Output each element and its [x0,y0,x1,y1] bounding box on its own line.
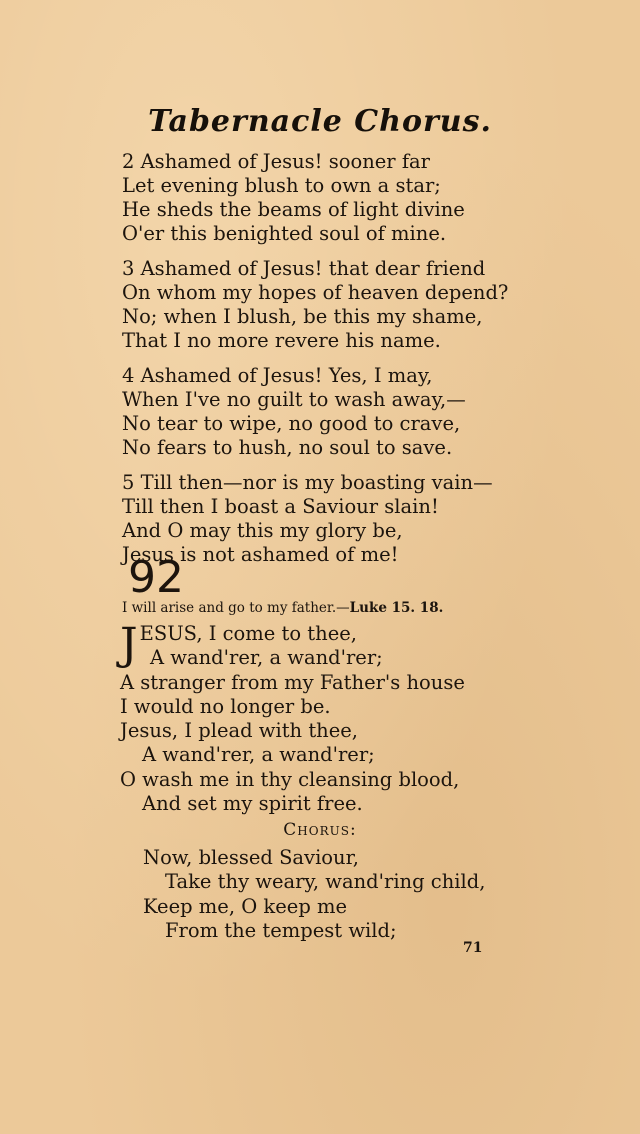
verse-line: 5 Till then—nor is my boasting vain— [122,471,493,494]
chorus-line: Now, blessed Saviour, [143,846,359,869]
hymn-92-verse [120,619,560,816]
verse-line: No; when I blush, be this my shame, [122,305,483,328]
chorus-text [143,846,563,943]
verse-line: 4 Ashamed of Jesus! Yes, I may, [122,364,433,387]
verse-line: He sheds the beams of light divine [122,198,465,221]
scripture-citation: Luke 15. 18. [349,600,444,616]
page-number: 71 [463,940,483,956]
verse-line: No fears to hush, no soul to save. [122,436,453,459]
verse-line: 3 Ashamed of Jesus! that dear friend [122,257,486,280]
stanza-5 [122,471,542,567]
stanza-3 [122,257,542,353]
verse-line: 2 Ashamed of Jesus! sooner far [122,150,430,173]
verse-line: I would no longer be. [120,694,331,718]
page-header-title: Tabernacle Chorus. [148,104,492,139]
verse-line: A wand'rer, a wand'rer; [142,743,375,767]
verse-line: On whom my hopes of heaven depend? [122,281,509,304]
scripture-text: I will arise and go to my father.— [122,600,350,616]
chorus-line: Keep me, O keep me [143,894,348,918]
verse-line: And set my spirit free. [142,792,363,816]
verse-line: A wand'rer, a wand'rer; [150,646,383,670]
verse-line: That I no more revere his name. [122,329,441,352]
verse-line: Jesus is not ashamed of me! [122,543,399,566]
verse-line: O wash me in thy cleansing blood, [120,767,460,791]
verse-line: A stranger from my Father's house [120,670,465,694]
stanza-4 [122,364,542,460]
verse-line: When I've no guilt to wash away,— [122,388,466,411]
hymn-91-continued-verses [122,150,542,578]
verse-line: And O may this my glory be, [122,519,403,542]
chorus-line: From the tempest wild; [165,918,397,942]
chorus-heading: Chorus: [283,820,357,840]
verse-line: No tear to wipe, no good to crave, [122,412,461,435]
verse-line: O'er this benighted soul of mine. [122,222,447,245]
stanza-2 [122,150,542,246]
hymn-number: 92 [128,552,184,603]
drop-cap: J [120,619,138,670]
verse-line: Jesus, I plead with thee, [120,719,358,743]
verse-line: Let evening blush to own a star; [122,174,441,197]
verse-line: Till then I boast a Saviour slain! [122,495,439,518]
chorus-line: Take thy weary, wand'ring child, [165,870,486,894]
hymn-first-line: ESUS, I come to thee, [139,622,357,645]
scripture-reference [122,599,443,617]
